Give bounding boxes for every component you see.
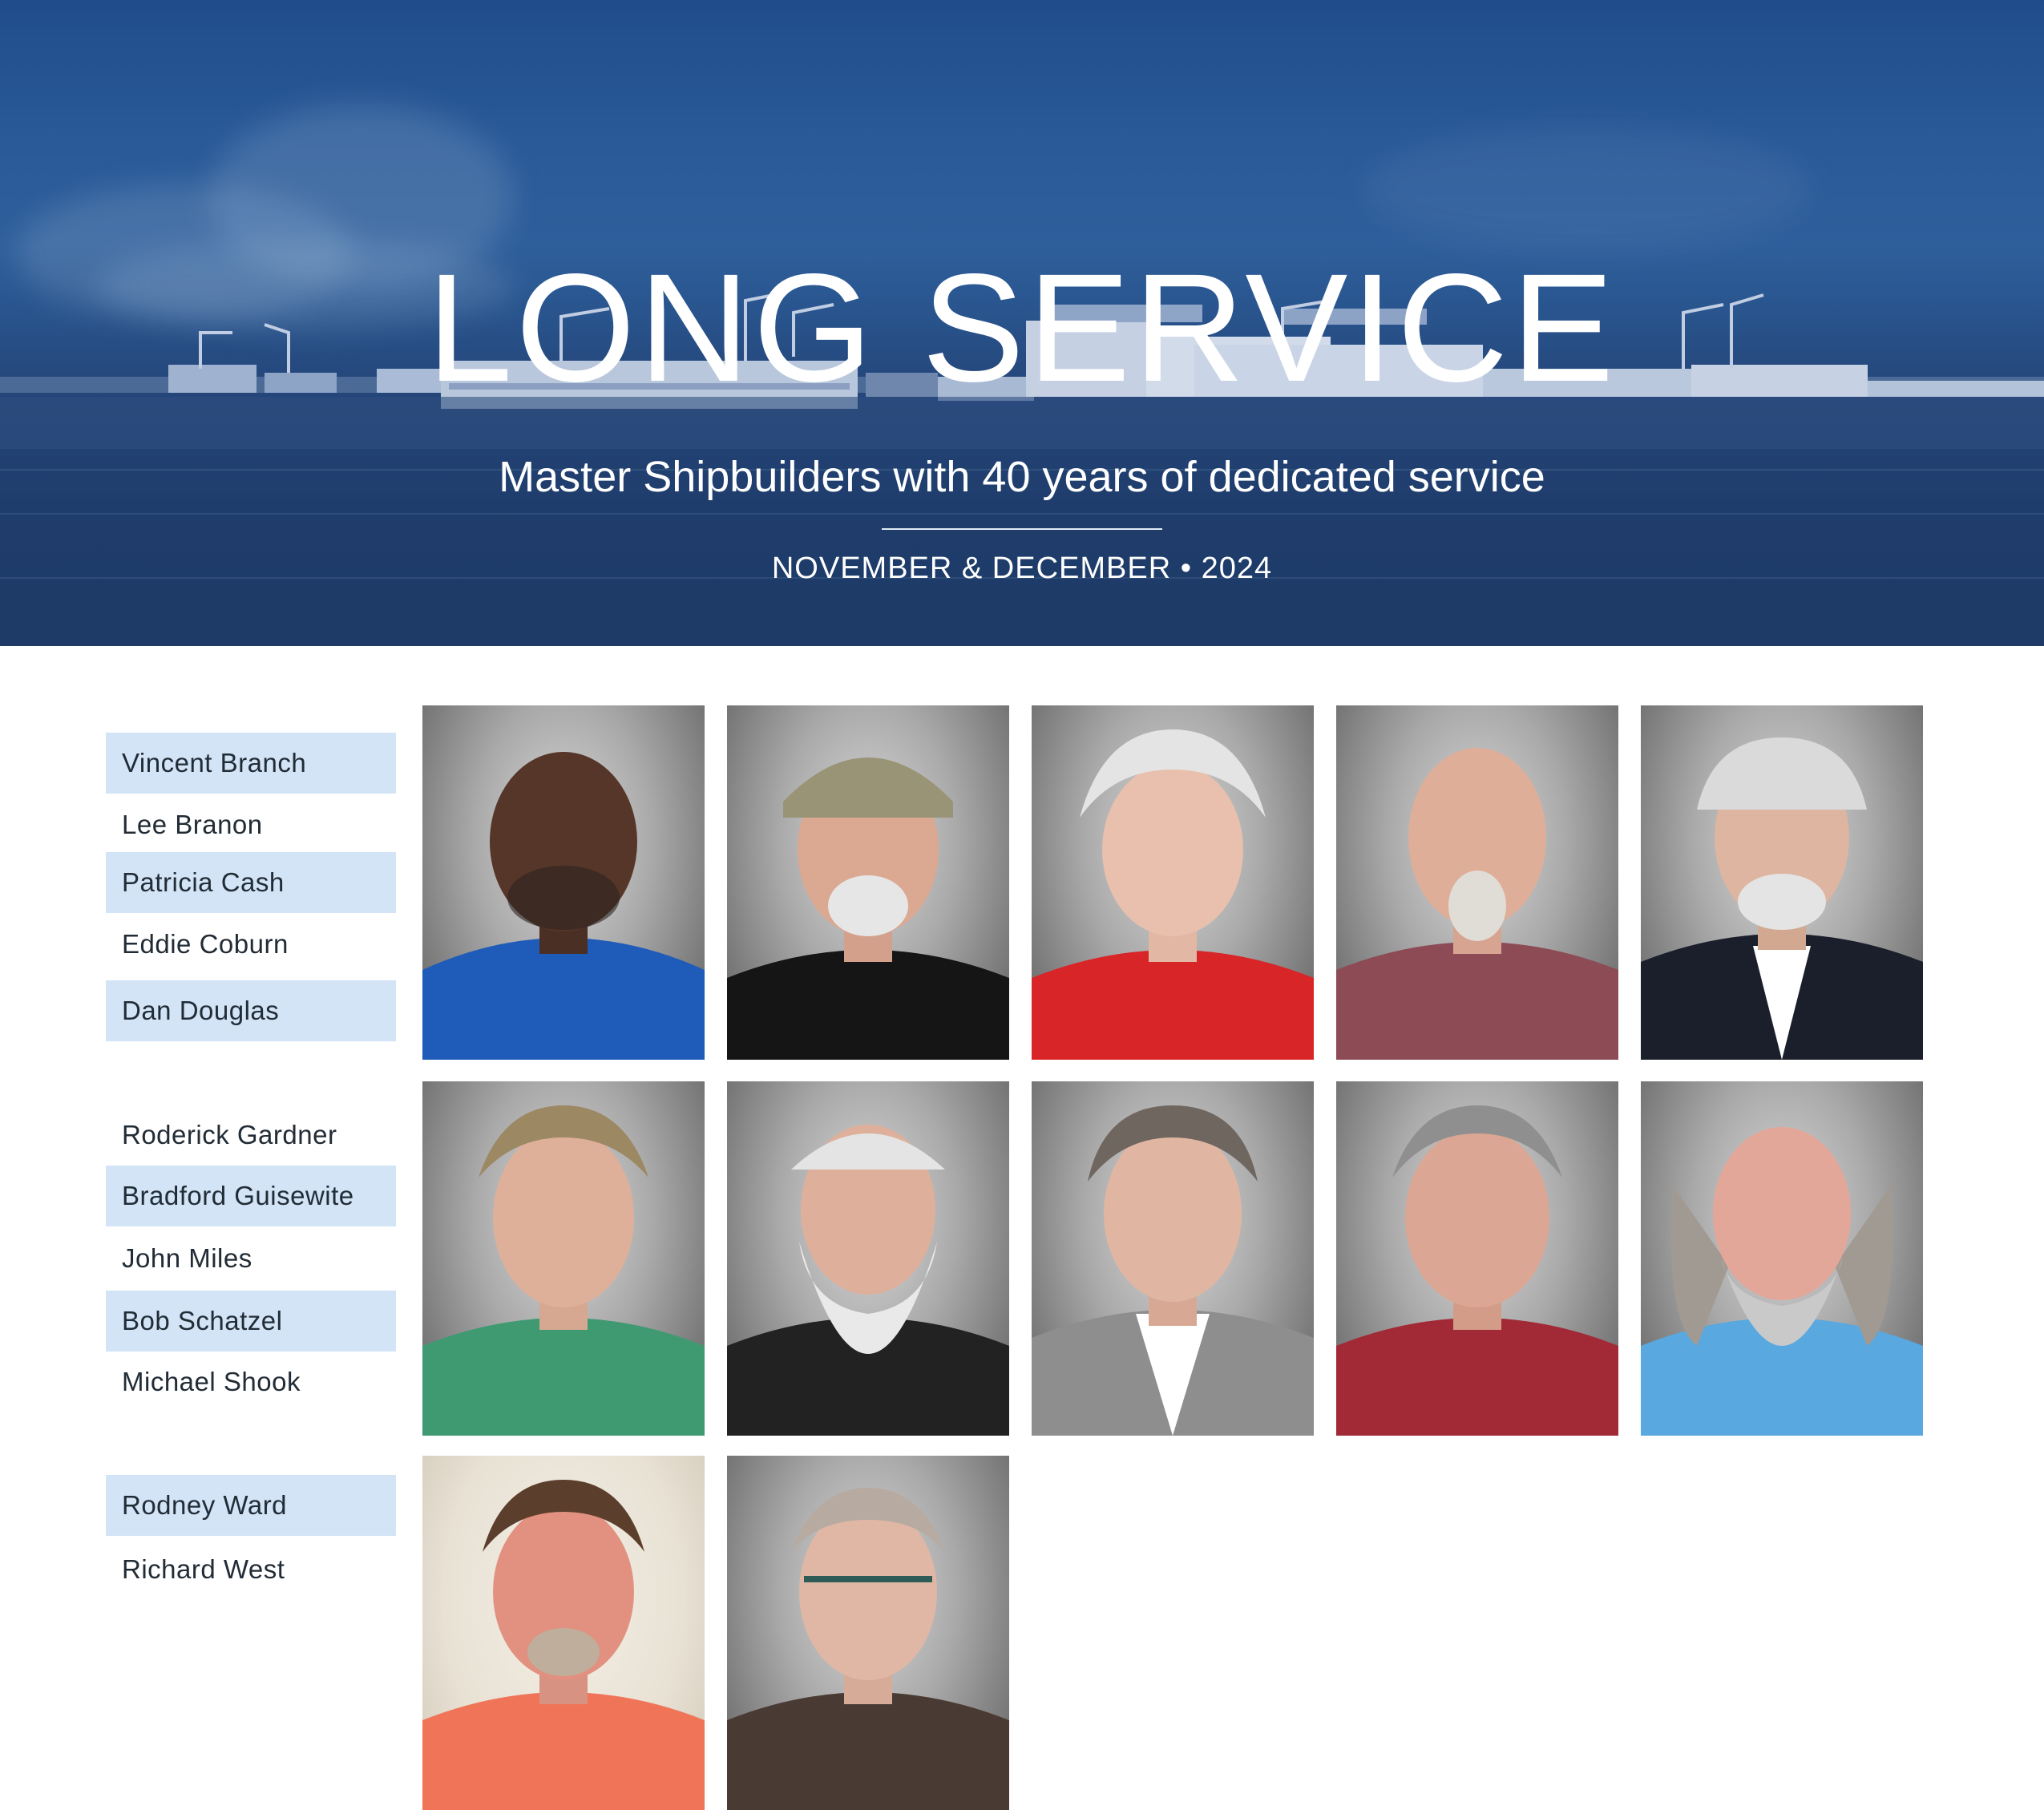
header-banner — [0, 0, 2044, 646]
list-item: John Miles — [122, 1243, 252, 1273]
portrait-photo — [727, 705, 1009, 1060]
page-subtitle: Master Shipbuilders with 40 years of dedicated service — [499, 453, 1545, 501]
list-item: Michael Shook — [122, 1367, 301, 1396]
cloud-shape — [1363, 128, 1812, 248]
portrait-photo — [422, 705, 705, 1060]
portrait-photo — [422, 1081, 705, 1436]
page-title: LONG SERVICE — [426, 240, 1618, 414]
portrait-photo — [1641, 1081, 1923, 1436]
portrait-photo — [1336, 705, 1618, 1060]
list-item: Dan Douglas — [106, 980, 396, 1041]
list-item: Vincent Branch — [106, 733, 396, 794]
list-item: Patricia Cash — [106, 852, 396, 913]
list-item: Eddie Coburn — [122, 929, 289, 959]
list-item: Roderick Gardner — [122, 1120, 337, 1149]
water-ripple — [0, 513, 2044, 515]
divider — [882, 528, 1162, 530]
list-item: Bradford Guisewite — [106, 1166, 396, 1226]
list-item: Lee Branon — [122, 810, 263, 839]
issue-date: NOVEMBER & DECEMBER • 2024 — [771, 551, 1273, 585]
portrait-photo — [422, 1456, 705, 1810]
list-item: Richard West — [122, 1554, 285, 1584]
portrait-photo — [1336, 1081, 1618, 1436]
list-item: Rodney Ward — [106, 1475, 396, 1536]
portrait-photo — [1032, 1081, 1314, 1436]
list-item: Bob Schatzel — [106, 1291, 396, 1351]
portrait-photo — [1032, 705, 1314, 1060]
portrait-photo — [1641, 705, 1923, 1060]
portrait-photo — [727, 1081, 1009, 1436]
portrait-photo — [727, 1456, 1009, 1810]
